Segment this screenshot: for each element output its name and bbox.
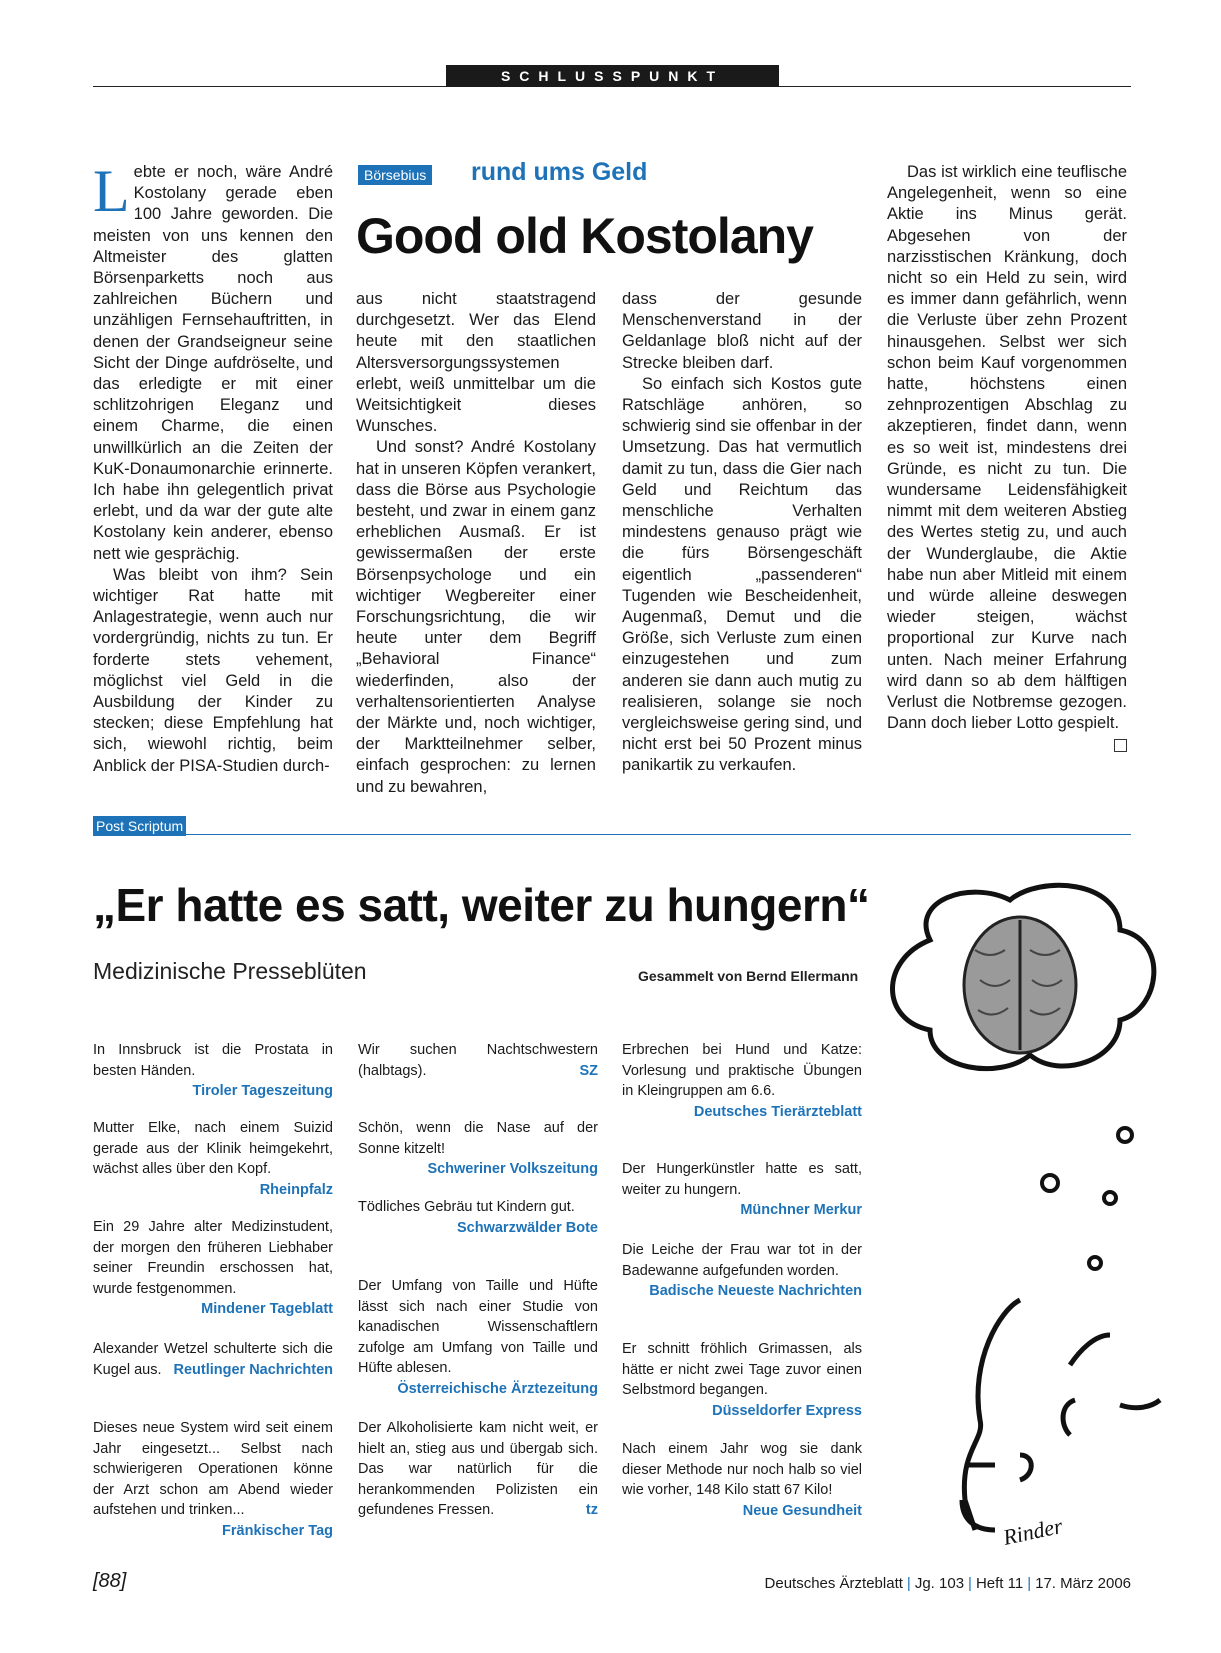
quote-item: Wir suchen Nachtschwestern (halbtags). SZ: [358, 1040, 598, 1081]
mouth: [1020, 1455, 1031, 1480]
section-label: SCHLUSSPUNKT: [446, 65, 779, 87]
eye: [1063, 1400, 1075, 1435]
quote-source: Düsseldorfer Express: [712, 1402, 862, 1419]
quote-item: Erbrechen bei Hund und Katze: Vorlesung und praktische Übungen in Kleingruppen am 6.6. Deutsches Tierärzteblatt: [622, 1040, 862, 1122]
postscriptum-title: „Er hatte es satt, weiter zu hungern“: [93, 879, 870, 931]
quote-item: Nach einem Jahr wog sie dank dieser Methode nur noch halb so viel wie vorher, 148 Kilo statt 67 Kilo! Neue Gesundheit: [622, 1439, 862, 1521]
postscriptum-credit: Gesammelt von Bernd Ellermann: [638, 968, 859, 984]
article-column-1: [93, 158, 333, 777]
quote-source: Münchner Merkur: [740, 1202, 862, 1218]
article-headline: Good old Kostolany: [356, 208, 813, 264]
quote-item: Die Leiche der Frau war tot in der Badewanne aufgefunden worden. Badische Neueste Nachrichten: [622, 1240, 862, 1302]
footer-volume: Jg. 103: [914, 1575, 965, 1592]
postscriptum-subtitle: Medizinische Presseblüten: [93, 958, 367, 984]
quote-source: Fränkischer Tag: [222, 1522, 333, 1539]
artist-signature: Rinder: [1000, 1512, 1065, 1550]
quote-source: Rheinpfalz: [259, 1181, 333, 1198]
quote-item: Schön, wenn die Nase auf der Sonne kitzelt! Schweriner Volkszeitung: [358, 1118, 598, 1180]
end-mark: [1114, 739, 1127, 752]
quote-item: Mutter Elke, nach einem Suizid gerade aus der Klinik heimgekehrt, wächst alles über den Kopf. Rheinpfalz: [93, 1118, 333, 1200]
quote-source: Tiroler Tageszeitung: [192, 1083, 333, 1099]
article-column-4: [887, 162, 1127, 752]
nose: [1120, 1400, 1160, 1408]
column-4-paragraph-1: Das ist wirklich eine teuflische Angelegenheit, wenn so eine Aktie ins Minus gerät. Abgesehen von der narzisstischen Kränkung, doch nicht so ein Held zu sein, wird es immer dann gefährlich, wenn die Verluste über zehn Prozent hinausgehen. Selbst wer sich schon beim Kauf vorgenommen hatte, höchstens einen zehnprozentigen Abschlag zu akzeptieren, findet dann, wenn es so weit ist, mindestens drei Gründe, es nicht zu tun. Die wundersame Leidensfähigkeit nimmt mit dem weiteren Abstieg des Wertes stetig zu, und auch der Wunderglaube, die Aktie habe nun aber Mitleid mit einem und würde alleine deswegen wieder steigen, wächst proportional zur Kurve nach unten. Nach meiner Erfahrung wird dann so ab dem hälftigen Verlust die Notbremse gezogen. Dann doch lieber Lotto gespielt.: [887, 163, 1127, 733]
quote-source: Deutsches Tierärzteblatt: [693, 1103, 862, 1120]
thinking-head-illustration: [870, 880, 1170, 1560]
thought-bubble: [1089, 1257, 1101, 1269]
page-number: [88]: [93, 1570, 127, 1592]
article-kicker: rund ums Geld: [471, 158, 648, 186]
face-profile: [964, 1300, 1020, 1500]
article-column-2: [356, 289, 596, 798]
column-1-paragraph-1: ebte er noch, wäre André Kostolany gerade eben 100 Jahre geworden. Die meisten von uns kennen den Altmeister des glatten Börsenparketts noch aus zahlreichen Büchern und unzähligen Fernsehauftritten, in denen der Grandseigneur seine Sicht der Dinge aufdröselte, und das erledigte er mit einer schlitzohrigen Eleganz und einem Charme, die einen unwillkürlich an die Zeiten der KuK-Donaumonarchie erinnerte. Ich habe ihn gelegentlich privat erlebt, und da war der gute alte Kostolany kein anderer, ebenso nett wie gesprächig.: [93, 163, 333, 563]
thought-bubble: [1042, 1175, 1058, 1191]
brain-icon: [964, 917, 1076, 1053]
thought-bubble: [1118, 1128, 1132, 1142]
quote-source: SZ: [579, 1062, 598, 1079]
postscriptum-tag: Post Scriptum: [93, 816, 186, 836]
quote-source: Mindener Tageblatt: [201, 1301, 333, 1317]
column-3-paragraph-2: So einfach sich Kostos gute Ratschläge anhören, so schwierig sind sie offenbar in der Umsetzung. Das hat vermutlich damit zu tun, dass die Gier nach Geld und Reichtum das menschliche Verhalten mindestens genauso prägt wie die fürs Börsengeschäft eigentlich „passenderen“ Tugenden wie Bescheidenheit, Augenmaß, Demut und die Größe, sich Verluste zum einen einzugestehen und zum anderen sie dann auch mutig zu realisieren, solange sie noch vergleichsweise gering sind, und nicht erst bei 50 Prozent minus panikartik zu verkaufen.: [622, 374, 862, 775]
thought-bubble: [1104, 1192, 1116, 1204]
quote-source: Badische Neueste Nachrichten: [649, 1283, 862, 1299]
quote-item: Dieses neue System wird seit einem Jahr eingesetzt... Selbst nach schwierigeren Operationen könne der Arzt schon am Abend wieder aufstehen und trinken... Fränkischer Tag: [93, 1418, 333, 1541]
quote-source: Reutlinger Nachrichten: [173, 1361, 333, 1378]
column-3-paragraph-1: dass der gesunde Menschenverstand in der Geldanlage bloß nicht auf der Strecke bleiben darf.: [622, 290, 862, 372]
quote-item: Der Umfang von Taille und Hüfte lässt sich nach einer Studie von kanadischen Wissenschaftlern zufolge am Umfang von Taille und Hüfte ablesen. Österreichische Ärztezeitung: [358, 1276, 598, 1399]
footer-journal: Deutsches Ärzteblatt: [764, 1575, 903, 1592]
quote-source: Österreichische Ärztezeitung: [397, 1380, 598, 1397]
article-column-3: [622, 289, 862, 777]
quote-source: Schwarzwälder Bote: [456, 1219, 598, 1236]
quote-source: Schweriner Volkszeitung: [427, 1161, 598, 1177]
footer-date: 17. März 2006: [1035, 1575, 1131, 1592]
quote-source: tz: [585, 1502, 598, 1518]
footer-info: Deutsches Ärzteblatt | Jg. 103 | Heft 11 | 17. März 2006: [764, 1575, 1131, 1592]
quote-item: Er schnitt fröhlich Grimassen, als hätte er nicht zwei Tage zuvor einen Selbstmord begangen. Düsseldorfer Express: [622, 1339, 862, 1421]
footer-issue: Heft 11: [975, 1575, 1024, 1592]
quote-item: Der Alkoholisierte kam nicht weit, er hielt an, stieg aus und übergab sich. Das war natürlich für die herankommenden Polizisten ein gefundenes Fressen. tz: [358, 1418, 598, 1521]
column-2-paragraph-2: Und sonst? André Kostolany hat in unseren Köpfen verankert, dass die Börse aus Psychologie besteht, und zwar in einem ganz erheblichen Ausmaß. Er ist gewissermaßen der erste Börsenpsychologe und ein wichtiger Wegbereiter einer Forschungsrichtung, die wir heute unter dem Begriff „Behavioral Finance“ wiederfinden, also der verhaltensorientierten Analyse der Märkte und, noch wichtiger, der Marktteilnehmer selber, einfach gesprochen: zu lernen und zu bewahren,: [356, 438, 596, 796]
column-2-paragraph-1: aus nicht staatstragend durchgesetzt. Wer das Elend heute mit den staatlichen Altersversorgungssystemen erlebt, weiß unmittelbar um die Weitsichtigkeit dieses Wunsches.: [356, 290, 596, 436]
boersebius-tag: Börsebius: [358, 165, 432, 185]
quote-item: In Innsbruck ist die Prostata in besten Händen. Tiroler Tageszeitung: [93, 1040, 333, 1102]
column-1-paragraph-2: Was bleibt von ihm? Sein wichtiger Rat hatte mit Anlagestrategie, wenn auch nur vordergründig, nichts zu tun. Er forderte stets vehement, möglichst viel Geld in die Ausbildung der Kinder zu stecken; diese Empfehlung hat sich, wiewohl richtig, beim Anblick der PISA-Studien durch-: [93, 565, 333, 775]
eyebrow: [1070, 1335, 1110, 1365]
quote-item: Tödliches Gebräu tut Kindern gut. Schwarzwälder Bote: [358, 1197, 598, 1238]
quote-source: Neue Gesundheit: [742, 1502, 862, 1519]
quote-item: Der Hungerkünstler hatte es satt, weiter zu hungern. Münchner Merkur: [622, 1159, 862, 1221]
quote-item: Ein 29 Jahre alter Medizinstudent, der morgen den früheren Liebhaber seiner Freundin erschossen hat, wurde festgenommen. Mindener Tageblatt: [93, 1217, 333, 1320]
quote-item: Alexander Wetzel schulterte sich die Kugel aus. Reutlinger Nachrichten: [93, 1339, 333, 1380]
drop-cap: L: [93, 158, 130, 224]
postscriptum-rule: [93, 834, 1131, 835]
